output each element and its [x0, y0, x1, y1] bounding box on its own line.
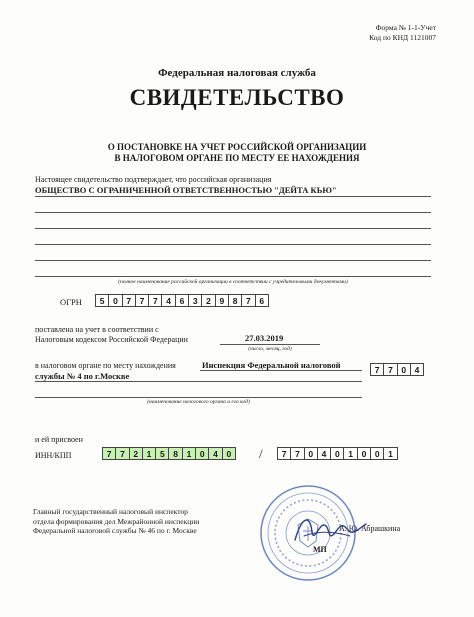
inn-digit: 7: [102, 447, 116, 460]
blank-line: [35, 244, 431, 245]
tax-authority-name-part-2: службы № 4 по г.Москве: [35, 371, 130, 381]
ogrn-digit: 0: [108, 294, 122, 307]
inn-digit: 1: [182, 447, 196, 460]
ogrn-digit: 7: [241, 294, 255, 307]
blank-line: [35, 276, 431, 277]
org-name-underline: [35, 196, 431, 197]
assigned-label: и ей присвоен: [35, 435, 83, 444]
inn-digit: 8: [168, 447, 182, 460]
ogrn-digit: 5: [95, 294, 109, 307]
tax-authority-code-cells: [370, 363, 423, 376]
kpp-digit: 0: [370, 447, 384, 460]
kpp-digit: 0: [330, 447, 344, 460]
authority-underline: [200, 370, 362, 371]
tax-authority-code-digit: 7: [370, 363, 384, 376]
ogrn-digit: 8: [228, 294, 242, 307]
org-name-hint: (полное наименование российской организации в соответствии с учредительными документами): [118, 279, 348, 285]
kpp-digit: 1: [383, 447, 397, 460]
authority-hint: (наименование налогового органа и его код): [147, 399, 250, 405]
registration-line-2: Налоговым кодексом Российской Федерации: [35, 335, 188, 344]
blank-line: [35, 228, 431, 229]
ogrn-digit: 2: [201, 294, 215, 307]
ogrn-digit: 7: [148, 294, 162, 307]
date-hint: (число, месяц, год): [248, 346, 292, 352]
tax-authority-code-digit: 0: [397, 363, 411, 376]
form-number: Форма № 1-1-Учет: [375, 23, 436, 32]
inn-digit: 1: [142, 447, 156, 460]
kpp-cells: [277, 447, 397, 460]
inn-kpp-label: ИНН/КПП: [35, 451, 72, 460]
ogrn-digit: 7: [122, 294, 136, 307]
kpp-digit: 1: [343, 447, 357, 460]
ogrn-digit: 6: [175, 294, 189, 307]
ogrn-digit: 3: [188, 294, 202, 307]
registration-line-3: в налоговом органе по месту нахождения: [35, 361, 176, 370]
blank-line: [35, 397, 362, 398]
confirm-text: Настоящее свидетельство подтверждает, что российская организация: [35, 175, 272, 184]
signer-name: А. Ю. Абрашкина: [339, 524, 401, 533]
registration-line-1: поставлена на учет в соответствии с: [35, 325, 159, 334]
registration-date: 27.03.2019: [245, 333, 284, 343]
kpp-digit: 7: [290, 447, 304, 460]
stamp-mark: МП: [313, 545, 327, 554]
signatory-line-1: Главный государственный налоговый инспектор: [33, 507, 188, 516]
ogrn-digit: 9: [215, 294, 229, 307]
form-info: [369, 23, 436, 43]
signatory-title: [33, 507, 199, 536]
document-subtitle: [0, 142, 474, 163]
kpp-digit: 0: [357, 447, 371, 460]
subtitle-line-1: О ПОСТАНОВКЕ НА УЧЕТ РОССИЙСКОЙ ОРГАНИЗАЦИИ: [107, 142, 367, 152]
kpp-digit: 0: [304, 447, 318, 460]
ogrn-digit: 4: [161, 294, 175, 307]
inn-digit: 2: [129, 447, 143, 460]
document-title: СВИДЕТЕЛЬСТВО: [129, 85, 345, 110]
inn-cells: [102, 447, 235, 460]
inn-kpp-separator: /: [259, 446, 263, 461]
knd-code: Код по КНД 1121007: [369, 33, 436, 42]
blank-line: [35, 260, 431, 261]
inn-digit: 7: [115, 447, 129, 460]
subtitle-line-2: В НАЛОГОВОМ ОРГАНЕ ПО МЕСТУ ЕЕ НАХОЖДЕНИЯ: [114, 152, 360, 163]
tax-authority-code-digit: 4: [410, 363, 424, 376]
authority-underline: [35, 381, 362, 382]
date-underline: [220, 344, 320, 345]
kpp-digit: 4: [317, 447, 331, 460]
ogrn-label: ОГРН: [60, 297, 82, 307]
kpp-digit: 7: [277, 447, 291, 460]
agency-name: Федеральная налоговая служба: [158, 67, 316, 79]
tax-authority-code-digit: 7: [383, 363, 397, 376]
blank-line: [35, 212, 431, 213]
inn-digit: 0: [195, 447, 209, 460]
ogrn-digit: 7: [135, 294, 149, 307]
ogrn-digit: 6: [255, 294, 269, 307]
ogrn-cells: [95, 294, 268, 307]
inn-digit: 0: [222, 447, 236, 460]
signatory-line-2: отдела формирования дел Межрайонной инспекции: [33, 516, 200, 526]
inn-digit: 5: [155, 447, 169, 460]
inn-digit: 4: [208, 447, 222, 460]
organization-name: ОБЩЕСТВО С ОГРАНИЧЕННОЙ ОТВЕТСТВЕННОСТЬЮ "ДЕЙТА КЬЮ": [35, 185, 337, 195]
tax-authority-name-part-1: Инспекция Федеральной налоговой: [202, 360, 341, 370]
signatory-line-3: Федеральной налоговой службы № 46 по г. Москве: [33, 526, 197, 535]
